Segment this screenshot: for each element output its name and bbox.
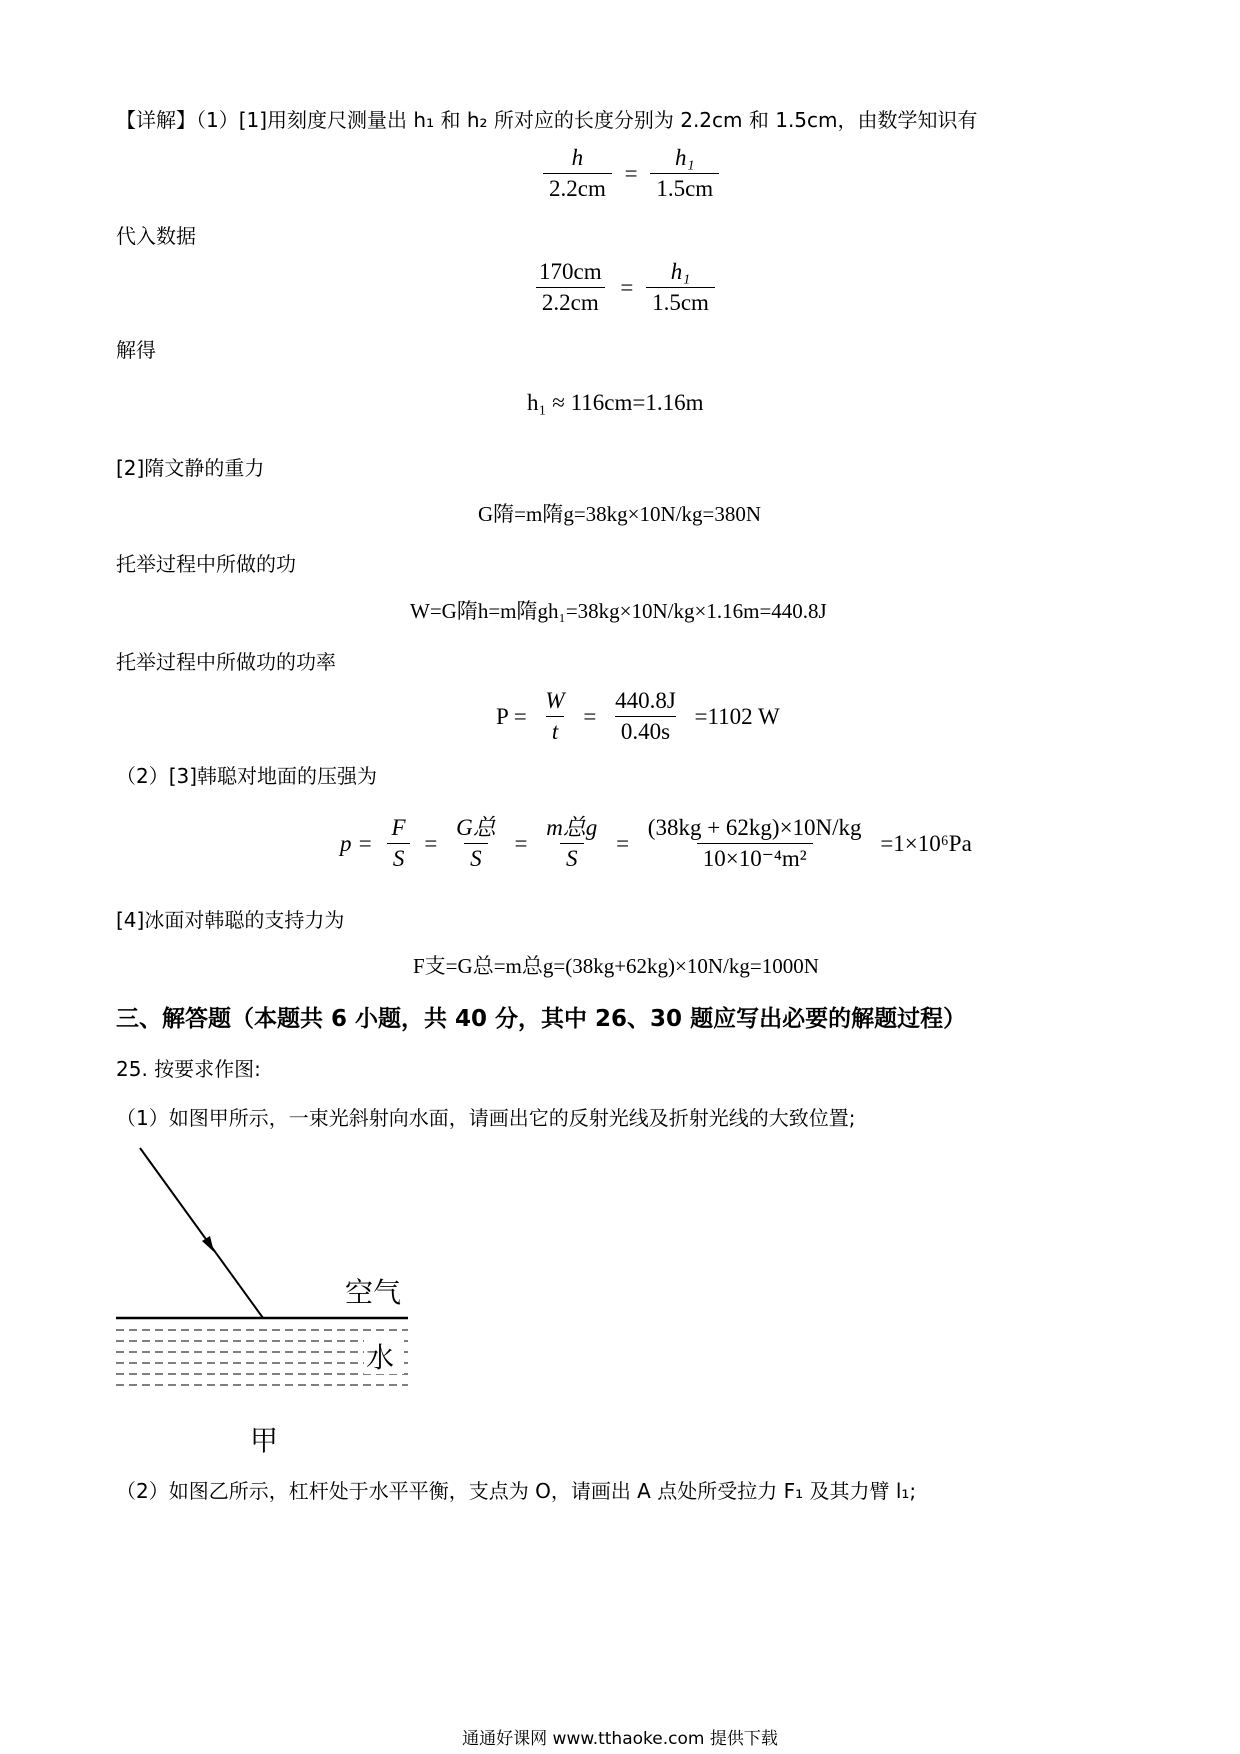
page-footer: 通通好课网 www.tthaoke.com 提供下载 <box>462 1729 778 1749</box>
pressure-label: （2）[3]韩聪对地面的压强为 <box>116 764 378 788</box>
equation-ratio: $\frac{h}{2.2cm}$ = $\frac{\text{h₁}}{1.5cm}$ <box>540 143 722 204</box>
equation-pressure: p = $\frac{F}{S}$ = $\frac{\text{G总}}{S}$ = $\frac{\text{m总g}}{S}$ = $\frac{(38kg + 62kg)\times 10N/kg}{\text{10×10⁻⁴m²}}$ =1×10⁶Pa <box>336 813 976 874</box>
arrow-head-icon <box>202 1236 214 1252</box>
solve-label: 解得 <box>116 338 156 362</box>
substitute-label: 代入数据 <box>116 224 196 248</box>
equation-support: F支=G总=m总g=(38kg+62kg)×10N/kg=1000N <box>413 954 819 978</box>
figure-jia <box>110 1140 430 1460</box>
label-air: 空气 <box>345 1276 402 1309</box>
question-25: 25. 按要求作图: <box>116 1057 261 1081</box>
power-label: 托举过程中所做功的功率 <box>116 650 336 674</box>
work-label: 托举过程中所做的功 <box>116 552 296 576</box>
equation-result-h1: h₁ ≈ 116cm=1.16m <box>527 390 704 415</box>
incident-ray <box>140 1148 263 1318</box>
detail-intro: 【详解】（1）[1]用刻度尺测量出 h₁ 和 h₂ 所对应的长度分别为 2.2cm 和 1.5cm，由数学知识有 <box>116 108 978 132</box>
equation-gravity: G隋=m隋g=38kg×10N/kg=380N <box>478 502 762 526</box>
support-label: [4]冰面对韩聪的支持力为 <box>116 908 345 932</box>
question-25-part2: （2）如图乙所示，杠杆处于水平平衡，支点为 O，请画出 A 点处所受拉力 F₁ 及其力臂 l₁; <box>116 1479 917 1503</box>
equation-work: W=G隋h=m隋gh₁=38kg×10N/kg×1.16m=440.8J <box>410 599 827 623</box>
label-water: 水 <box>366 1341 395 1374</box>
equation-power: P = $\frac{W}{t}$ = $\frac{440.8J}{0.40s}$ =1102 W <box>492 686 784 747</box>
section-heading: 三、解答题（本题共 6 小题，共 40 分，其中 26、30 题应写出必要的解题过程） <box>116 1006 967 1032</box>
question-25-part1: （1）如图甲所示，一束光斜射向水面，请画出它的反射光线及折射光线的大致位置; <box>116 1106 856 1130</box>
equation-substituted: $\frac{170cm}{2.2cm}$ = $\frac{\text{h₁}}{1.5cm}$ <box>530 257 718 318</box>
figure-caption: 甲 <box>250 1424 279 1457</box>
gravity-label: [2]隋文静的重力 <box>116 456 265 480</box>
